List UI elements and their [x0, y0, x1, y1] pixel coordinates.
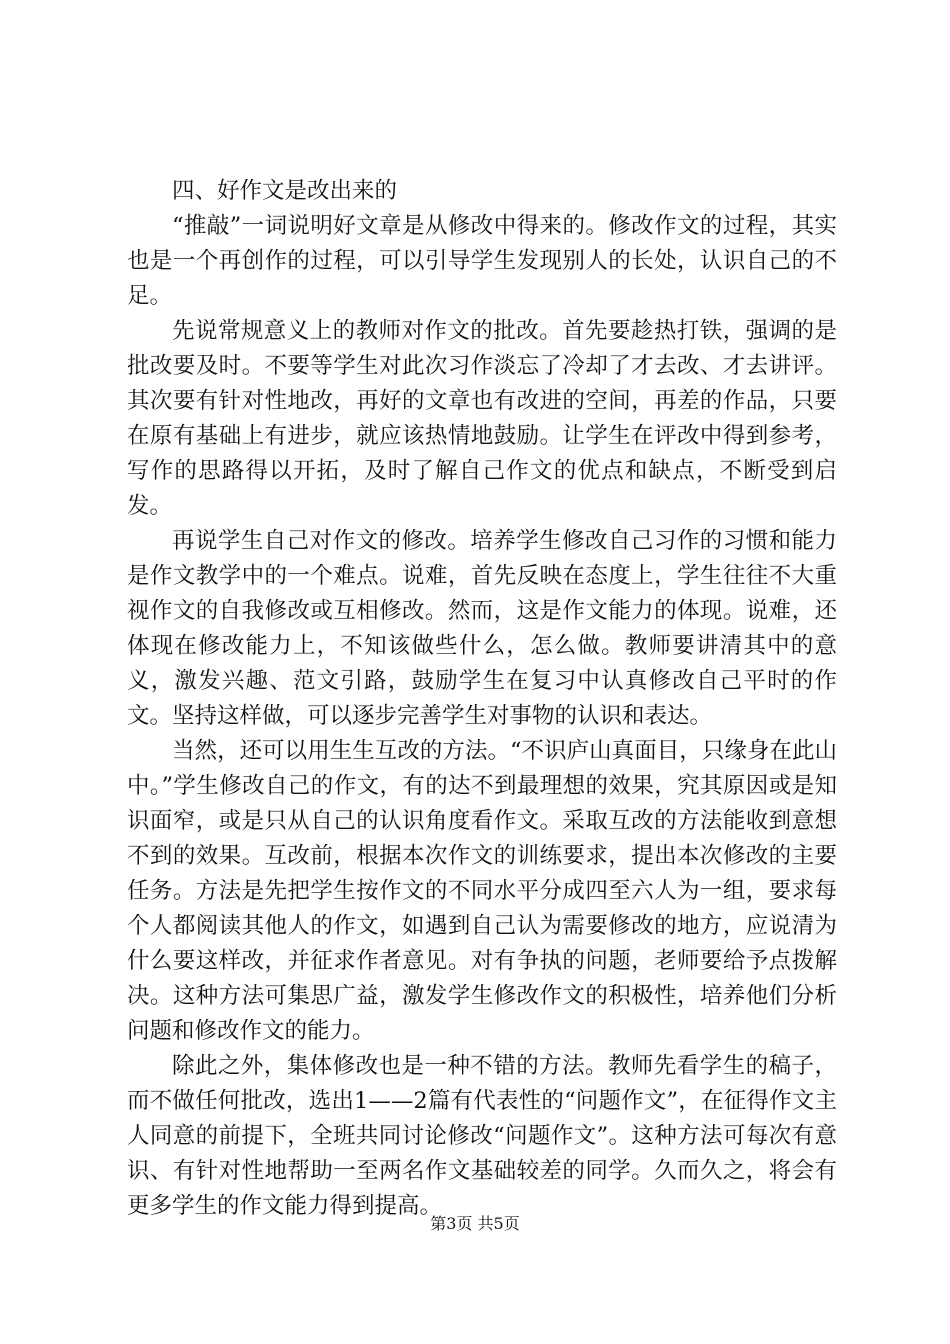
- paragraph-revision-intro: “推敲”一词说明好文章是从修改中得来的。修改作文的过程，其实也是一个再创作的过程，可以引导学生发现别人的长处，认识自己的不足。: [127, 213, 837, 309]
- document-body: [127, 174, 837, 1224]
- page-footer: 第3页 共5页: [430, 1214, 520, 1233]
- paragraph-peer-revision: 当然，还可以用生生互改的方法。“不识庐山真面目，只缘身在此山中。”学生修改自己的作文，有的达不到最理想的效果，究其原因或是知识面窄，或是只从自己的认识角度看作文。采取互改的方法能收到意想不到的效果。互改前，根据本次作文的训练要求，提出本次修改的主要任务。方法是先把学生按作文的不同水平分成四至六人为一组，要求每个人都阅读其他人的作文，如遇到自己认为需要修改的地方，应说清为什么要这样改，并征求作者意见。对有争执的问题，老师要给予点拨解决。这种方法可集思广益，激发学生修改作文的积极性，培养他们分析问题和修改作文的能力。: [127, 738, 837, 1044]
- paragraph-group-revision: 除此之外，集体修改也是一种不错的方法。教师先看学生的稿子，而不做任何批改，选出1——2篇有代表性的“问题作文”，在征得作文主人同意的前提下，全班共同讨论修改“问题作文”。这种方法可每次有意识、有针对性地帮助一至两名作文基础较差的同学。久而久之，将会有更多学生的作文能力得到提高。: [127, 1053, 837, 1219]
- paragraph-teacher-correction: 先说常规意义上的教师对作文的批改。首先要趁热打铁，强调的是批改要及时。不要等学生对此次习作淡忘了冷却了才去改、才去讲评。其次要有针对性地改，再好的文章也有改进的空间，再差的作品，只要在原有基础上有进步，就应该热情地鼓励。让学生在评改中得到参考，写作的思路得以开拓，及时了解自己作文的优点和缺点，不断受到启发。: [127, 318, 837, 519]
- section-heading: 四、好作文是改出来的: [172, 178, 398, 204]
- paragraph-self-revision: 再说学生自己对作文的修改。培养学生修改自己习作的习惯和能力是作文教学中的一个难点。说难，首先反映在态度上，学生往往不大重视作文的自我修改或互相修改。然而，这是作文能力的体现。说难，还体现在修改能力上，不知该做些什么，怎么做。教师要讲清其中的意义，激发兴趣、范文引路，鼓励学生在复习中认真修改自己平时的作文。坚持这样做，可以逐步完善学生对事物的认识和表达。: [127, 528, 837, 729]
